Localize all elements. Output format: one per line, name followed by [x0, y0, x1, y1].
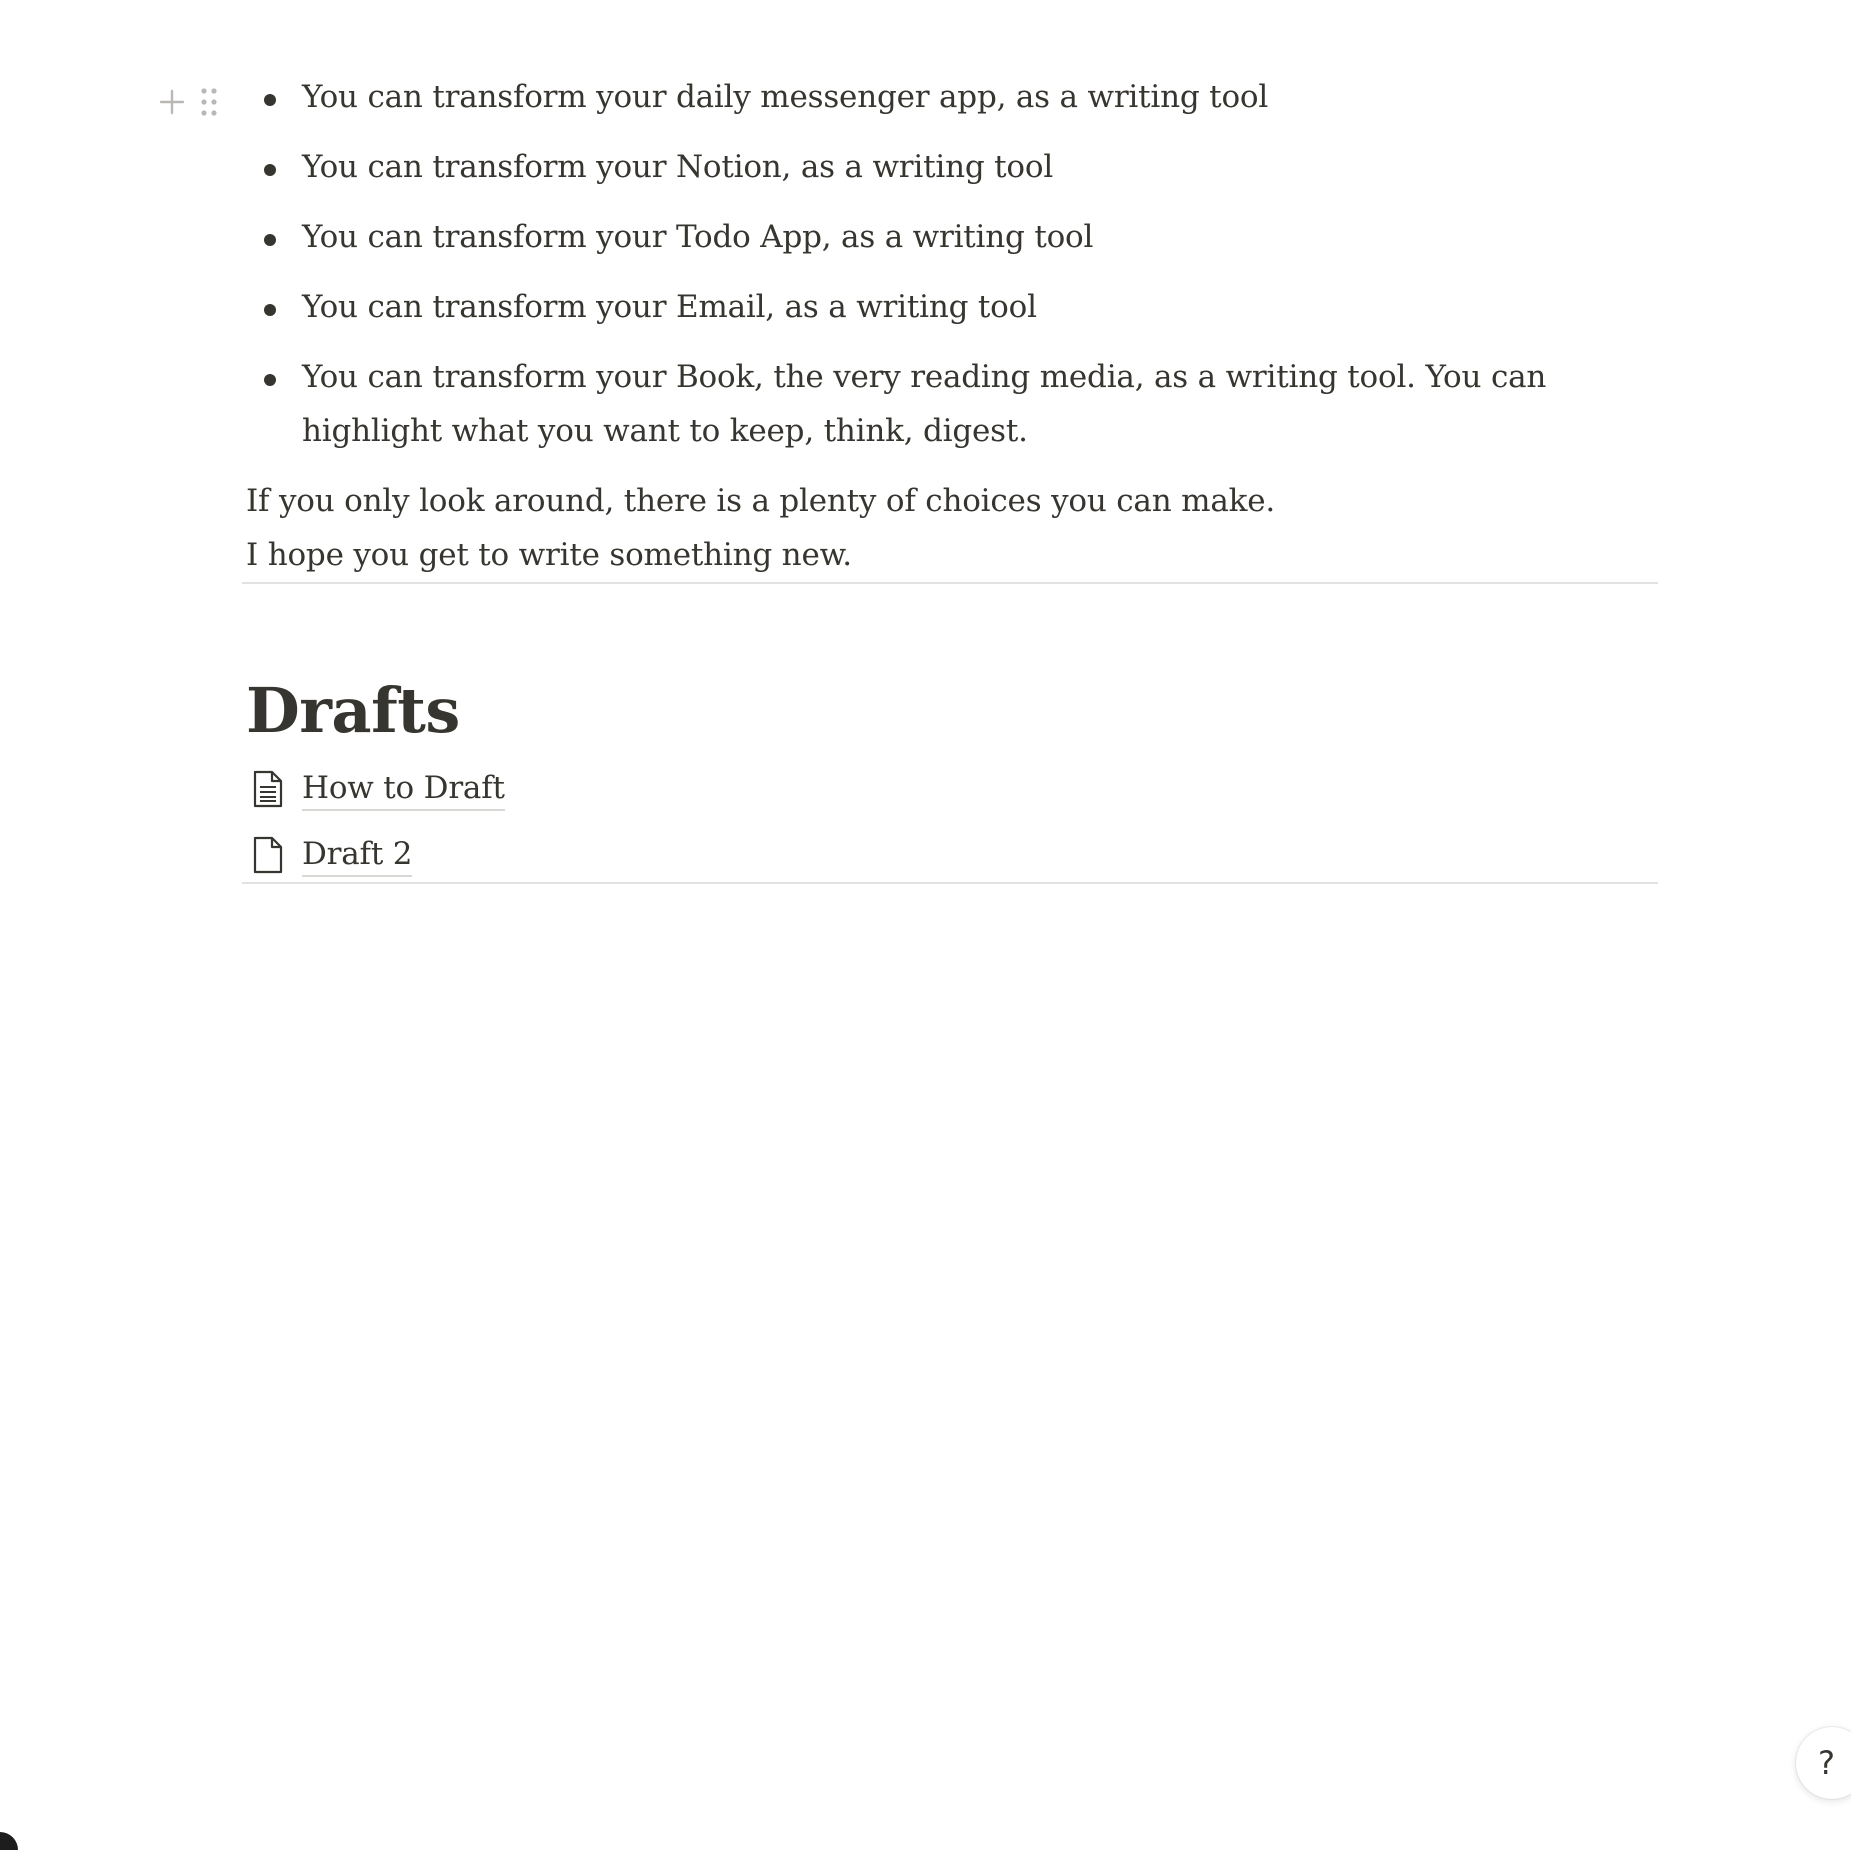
block-handle — [158, 82, 228, 122]
document-icon — [246, 828, 302, 882]
list-item-text[interactable]: You can transform your Email, as a writing tool — [302, 289, 1037, 325]
divider — [242, 582, 1658, 584]
bulleted-list — [246, 70, 1660, 458]
list-item[interactable] — [246, 70, 1662, 124]
bullet-dot-icon — [264, 304, 276, 316]
add-block-icon[interactable] — [158, 88, 186, 116]
page-link-how-to-draft[interactable] — [246, 762, 1660, 816]
page-link-label[interactable]: How to Draft — [302, 767, 505, 811]
page-link-label[interactable]: Draft 2 — [302, 833, 412, 877]
page-content — [246, 70, 1660, 884]
list-item[interactable] — [246, 210, 1662, 264]
help-question-icon: ? — [1818, 1744, 1835, 1782]
bullet-dot-icon — [264, 164, 276, 176]
window-corner — [0, 1832, 18, 1850]
bullet-dot-icon — [264, 94, 276, 106]
list-item[interactable] — [246, 280, 1662, 334]
paragraph-look-around[interactable]: If you only look around, there is a plenty of choices you can make. — [246, 483, 1275, 519]
list-item[interactable] — [246, 140, 1662, 194]
list-item[interactable] — [246, 350, 1662, 458]
list-item-text[interactable]: You can transform your Notion, as a writing tool — [302, 149, 1054, 185]
paragraph-hope[interactable]: I hope you get to write something new. — [246, 537, 852, 573]
drag-handle-icon[interactable] — [200, 87, 218, 117]
page-link-draft-2[interactable] — [246, 828, 1660, 882]
list-item-text[interactable]: You can transform your Todo App, as a writing tool — [302, 219, 1094, 255]
list-item-text[interactable]: You can transform your daily messenger app, as a writing tool — [302, 79, 1269, 115]
document-text-icon — [246, 762, 302, 816]
list-item-text[interactable]: You can transform your Book, the very reading media, as a writing tool. You can highlight what you want to keep, think, digest. — [302, 359, 1547, 449]
drafts-heading[interactable]: Drafts — [246, 674, 460, 747]
divider — [242, 882, 1658, 884]
bullet-dot-icon — [264, 234, 276, 246]
bullet-dot-icon — [264, 374, 276, 386]
help-button[interactable] — [1796, 1727, 1851, 1799]
